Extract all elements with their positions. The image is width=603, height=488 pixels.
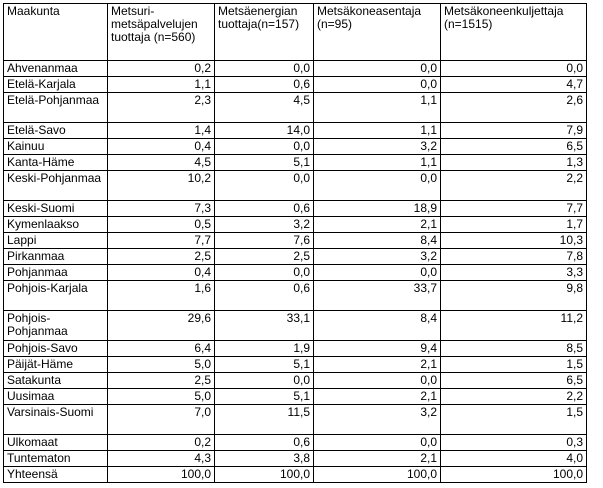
table-row	[4, 341, 587, 357]
region-name-cell: Pohjois-Pohjanmaa	[4, 311, 108, 341]
header-machine-mechanic: Metsäkoneasentaja (n=95)	[314, 4, 441, 61]
value-cell: 1,1	[314, 123, 441, 139]
value-cell: 7,7	[108, 233, 215, 249]
value-cell: 2,5	[215, 249, 314, 265]
value-cell: 1,6	[108, 281, 215, 311]
value-cell: 3,2	[314, 405, 441, 435]
value-cell: 0,6	[215, 77, 314, 93]
table-row	[4, 155, 587, 171]
value-cell: 6,4	[108, 341, 215, 357]
value-cell: 18,9	[314, 201, 441, 217]
table-row	[4, 451, 587, 467]
table-row	[4, 201, 587, 217]
value-cell: 2,6	[441, 93, 587, 123]
value-cell: 3,2	[215, 217, 314, 233]
value-cell: 1,5	[441, 405, 587, 435]
region-share-table	[3, 3, 587, 483]
value-cell: 4,5	[215, 93, 314, 123]
table-row	[4, 233, 587, 249]
value-cell: 4,5	[108, 155, 215, 171]
value-cell: 1,5	[441, 357, 587, 373]
value-cell: 0,0	[215, 139, 314, 155]
value-cell: 100,0	[108, 467, 215, 483]
region-name-cell: Ahvenanmaa	[4, 61, 108, 77]
value-cell: 8,4	[314, 311, 441, 341]
value-cell: 2,1	[314, 217, 441, 233]
region-name-cell: Lappi	[4, 233, 108, 249]
table-row	[4, 265, 587, 281]
value-cell: 7,3	[108, 201, 215, 217]
table-row	[4, 217, 587, 233]
value-cell: 0,0	[215, 373, 314, 389]
value-cell: 11,2	[441, 311, 587, 341]
value-cell: 0,0	[215, 265, 314, 281]
table-row	[4, 61, 587, 77]
region-name-cell: Ulkomaat	[4, 435, 108, 451]
table-row	[4, 171, 587, 201]
table-row	[4, 357, 587, 373]
table-row	[4, 249, 587, 265]
value-cell: 1,3	[441, 155, 587, 171]
value-cell: 3,2	[314, 249, 441, 265]
header-row	[4, 4, 587, 61]
table-row	[4, 435, 587, 451]
value-cell: 0,0	[215, 171, 314, 201]
value-cell: 6,5	[441, 139, 587, 155]
value-cell: 7,0	[108, 405, 215, 435]
value-cell: 8,4	[314, 233, 441, 249]
value-cell: 100,0	[314, 467, 441, 483]
value-cell: 2,2	[441, 171, 587, 201]
value-cell: 100,0	[215, 467, 314, 483]
value-cell: 1,1	[108, 77, 215, 93]
region-name-cell: Pohjois-Karjala	[4, 281, 108, 311]
header-region: Maakunta	[4, 4, 108, 61]
value-cell: 0,4	[108, 265, 215, 281]
header-forest-energy: Metsäenergian tuottaja(n=157)	[215, 4, 314, 61]
value-cell: 5,0	[108, 389, 215, 405]
value-cell: 10,2	[108, 171, 215, 201]
value-cell: 5,0	[108, 357, 215, 373]
table-row	[4, 281, 587, 311]
region-name-cell: Pohjois-Savo	[4, 341, 108, 357]
value-cell: 0,0	[314, 435, 441, 451]
region-name-cell: Uusimaa	[4, 389, 108, 405]
region-name-cell: Pohjanmaa	[4, 265, 108, 281]
value-cell: 0,0	[441, 61, 587, 77]
value-cell: 1,1	[314, 93, 441, 123]
region-name-cell: Päijät-Häme	[4, 357, 108, 373]
value-cell: 0,6	[215, 281, 314, 311]
value-cell: 0,0	[314, 265, 441, 281]
value-cell: 33,7	[314, 281, 441, 311]
value-cell: 8,5	[441, 341, 587, 357]
value-cell: 1,9	[215, 341, 314, 357]
table-row	[4, 467, 587, 483]
value-cell: 29,6	[108, 311, 215, 341]
table-row	[4, 93, 587, 123]
value-cell: 5,1	[215, 155, 314, 171]
value-cell: 3,2	[314, 139, 441, 155]
value-cell: 4,0	[441, 451, 587, 467]
value-cell: 0,2	[108, 435, 215, 451]
value-cell: 0,6	[215, 201, 314, 217]
value-cell: 0,2	[108, 61, 215, 77]
table-body	[4, 61, 587, 483]
region-name-cell: Varsinais-Suomi	[4, 405, 108, 435]
region-name-cell: Etelä-Pohjanmaa	[4, 93, 108, 123]
value-cell: 0,0	[215, 61, 314, 77]
value-cell: 0,5	[108, 217, 215, 233]
value-cell: 100,0	[441, 467, 587, 483]
value-cell: 0,6	[215, 435, 314, 451]
value-cell: 9,4	[314, 341, 441, 357]
region-name-cell: Keski-Pohjanmaa	[4, 171, 108, 201]
value-cell: 11,5	[215, 405, 314, 435]
value-cell: 0,0	[314, 77, 441, 93]
region-name-cell: Tuntematon	[4, 451, 108, 467]
table-row	[4, 405, 587, 435]
region-name-cell: Kymenlaakso	[4, 217, 108, 233]
table-row	[4, 123, 587, 139]
value-cell: 0,0	[314, 171, 441, 201]
value-cell: 2,5	[108, 249, 215, 265]
value-cell: 7,6	[215, 233, 314, 249]
value-cell: 5,1	[215, 357, 314, 373]
value-cell: 2,3	[108, 93, 215, 123]
value-cell: 0,0	[314, 373, 441, 389]
region-name-cell: Yhteensä	[4, 467, 108, 483]
value-cell: 1,7	[441, 217, 587, 233]
region-name-cell: Etelä-Savo	[4, 123, 108, 139]
value-cell: 0,3	[441, 435, 587, 451]
region-name-cell: Keski-Suomi	[4, 201, 108, 217]
value-cell: 14,0	[215, 123, 314, 139]
value-cell: 2,1	[314, 451, 441, 467]
region-name-cell: Satakunta	[4, 373, 108, 389]
value-cell: 2,2	[441, 389, 587, 405]
value-cell: 1,1	[314, 155, 441, 171]
region-name-cell: Kainuu	[4, 139, 108, 155]
region-name-cell: Etelä-Karjala	[4, 77, 108, 93]
value-cell: 2,1	[314, 389, 441, 405]
value-cell: 2,5	[108, 373, 215, 389]
value-cell: 7,8	[441, 249, 587, 265]
value-cell: 4,3	[108, 451, 215, 467]
header-machine-operator: Metsäkoneenkuljettaja (n=1515)	[441, 4, 587, 61]
value-cell: 0,4	[108, 139, 215, 155]
region-name-cell: Pirkanmaa	[4, 249, 108, 265]
table-row	[4, 373, 587, 389]
value-cell: 7,7	[441, 201, 587, 217]
table-row	[4, 311, 587, 341]
header-forest-service: Metsuri-metsäpalvelujen tuottaja (n=560)	[108, 4, 215, 61]
value-cell: 3,8	[215, 451, 314, 467]
value-cell: 33,1	[215, 311, 314, 341]
value-cell: 9,8	[441, 281, 587, 311]
value-cell: 1,4	[108, 123, 215, 139]
region-name-cell: Kanta-Häme	[4, 155, 108, 171]
table-row	[4, 77, 587, 93]
value-cell: 4,7	[441, 77, 587, 93]
table-row	[4, 139, 587, 155]
value-cell: 7,9	[441, 123, 587, 139]
value-cell: 6,5	[441, 373, 587, 389]
value-cell: 2,1	[314, 357, 441, 373]
value-cell: 5,1	[215, 389, 314, 405]
value-cell: 10,3	[441, 233, 587, 249]
value-cell: 3,3	[441, 265, 587, 281]
value-cell: 0,0	[314, 61, 441, 77]
table-row	[4, 389, 587, 405]
